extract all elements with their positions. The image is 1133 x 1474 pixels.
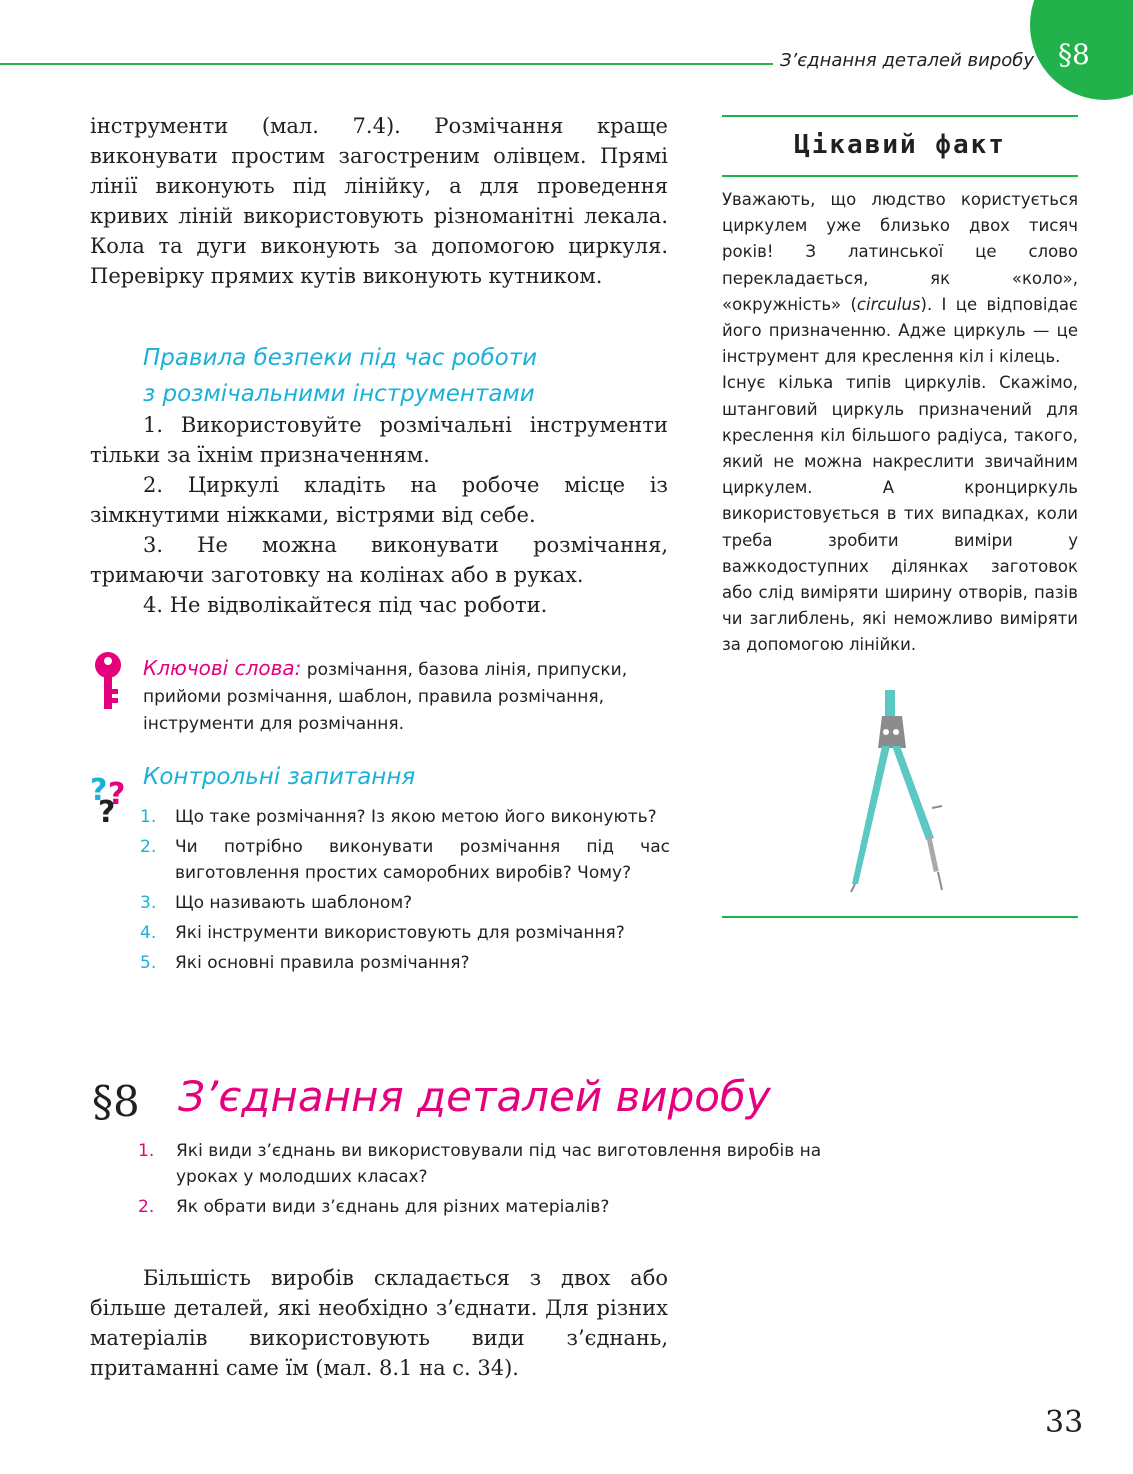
safety-rule: 4. Не відволікайтеся під час роботи.: [143, 593, 548, 617]
section-badge: §8: [1058, 38, 1090, 71]
safety-heading-line1: Правила безпеки під час роботи: [143, 345, 538, 371]
list-item: [138, 1138, 858, 1190]
list-item: [140, 804, 670, 830]
fact-text-part: ). І це відповідає його призначенню. Адже циркуль — це інструмент для креслення кіл і кілець.: [722, 294, 1078, 367]
safety-rules-list: [90, 410, 668, 620]
keywords-label: Ключові слова:: [143, 656, 302, 680]
question-number: 1.: [138, 1141, 155, 1161]
question-number: 3.: [140, 893, 157, 913]
question-number: 2.: [138, 1197, 155, 1217]
question-number: 4.: [140, 923, 157, 943]
fact-bottom-rule: [722, 916, 1078, 918]
question-text: Які інструменти використовують для розмічання?: [175, 923, 625, 943]
safety-rules-heading: [143, 340, 663, 412]
safety-rule: 1. Використовуйте розмічальні інструменти тільки за їхнім призначенням.: [90, 413, 668, 467]
keywords-block: [143, 655, 671, 738]
question-text: Які види з’єднань ви використовували під час виготовлення виробів на уроках у молодших класах?: [176, 1141, 822, 1187]
list-item: [140, 834, 670, 886]
fact-text-part: Уважають, що людство користується циркулем уже близько двох тисяч років! З латинської це слово перекладається, як «коло», «окружність» (: [722, 190, 1078, 314]
fact-top-rule: [722, 115, 1078, 117]
control-questions-list: [140, 804, 670, 980]
list-item: [140, 950, 670, 976]
drawing-compass-illustration: [830, 688, 970, 903]
question-number: 5.: [140, 953, 157, 973]
question-marks-icon: [90, 770, 130, 833]
question-text: Чи потрібно виконувати розмічання під час виготовлення простих саморобних виробів? Чому?: [175, 837, 670, 883]
svg-text:?: ?: [98, 795, 116, 828]
safety-heading-line2: з розмічальними інструментами: [143, 381, 535, 407]
section-title: З’єднання деталей виробу: [178, 1072, 771, 1121]
fact-latin-word: circulus: [856, 294, 921, 314]
list-item: [138, 1194, 858, 1220]
safety-rule: 2. Циркулі кладіть на робоче місце із зімкнутими ніжками, вістрями від себе.: [90, 473, 668, 527]
fact-paragraph: Існує кілька типів циркулів. Скажімо, штанговий циркуль призначений для креслення кіл більшого радіуса, такого, який не можна накреслити звичайним циркулем. А кронциркуль використовується в тих випадках, коли треба зробити виміри у важкодоступних ділянках заготовок або слід виміряти ширину отворів, пазів чи заглиблень, які неможливо виміряти за допомогою лінійки.: [722, 373, 1078, 655]
list-item: [140, 920, 670, 946]
fact-text: [722, 187, 1078, 659]
question-text: Що називають шаблоном?: [175, 893, 413, 913]
question-number: 1.: [140, 807, 157, 827]
question-text: Як обрати види з’єднань для різних матеріалів?: [176, 1197, 610, 1217]
fact-title-rule: [722, 175, 1078, 177]
question-text: Які основні правила розмічання?: [175, 953, 470, 973]
question-text: Що таке розмічання? Із якою метою його виконують?: [175, 807, 657, 827]
keywords-text: розмічання, базова лінія, припуски, прийоми розмічання, шаблон, правила розмічання, інструменти для розмічання.: [143, 660, 628, 734]
control-questions-heading: Контрольні запитання: [143, 764, 416, 790]
section-number: §8: [92, 1077, 140, 1126]
section-body-text: Більшість виробів складається з двох або більше деталей, які необхідно з’єднати. Для різних матеріалів використовують види з’єднань, притаманні саме їм (мал. 8.1 на с. 34).: [90, 1266, 668, 1380]
safety-rule: 3. Не можна виконувати розмічання, тримаючи заготовку на колінах або в руках.: [90, 533, 668, 587]
section-intro-questions: [138, 1138, 858, 1224]
svg-text:?: ?: [108, 777, 126, 812]
list-item: [140, 890, 670, 916]
fact-paragraph: [722, 187, 1078, 370]
intro-paragraph: [90, 111, 668, 291]
question-number: 2.: [140, 837, 157, 857]
running-title: З’єднання деталей виробу: [780, 50, 1035, 71]
svg-text:?: ?: [90, 773, 108, 808]
section-body: [90, 1263, 668, 1383]
fact-title: Цікавий факт: [794, 130, 1006, 160]
header-rule: [0, 63, 773, 65]
intro-text: інструменти (мал. 7.4). Розмічання краще виконувати простим загостреним олівцем. Прямі лінії виконують під лінійку, а для проведення кривих ліній використовують різноманітні лекала. Кола та дуги виконують за допомогою циркуля. Перевірку прямих кутів виконують кутником.: [90, 114, 668, 288]
page-number: 33: [1045, 1405, 1084, 1440]
key-icon: [92, 651, 124, 718]
